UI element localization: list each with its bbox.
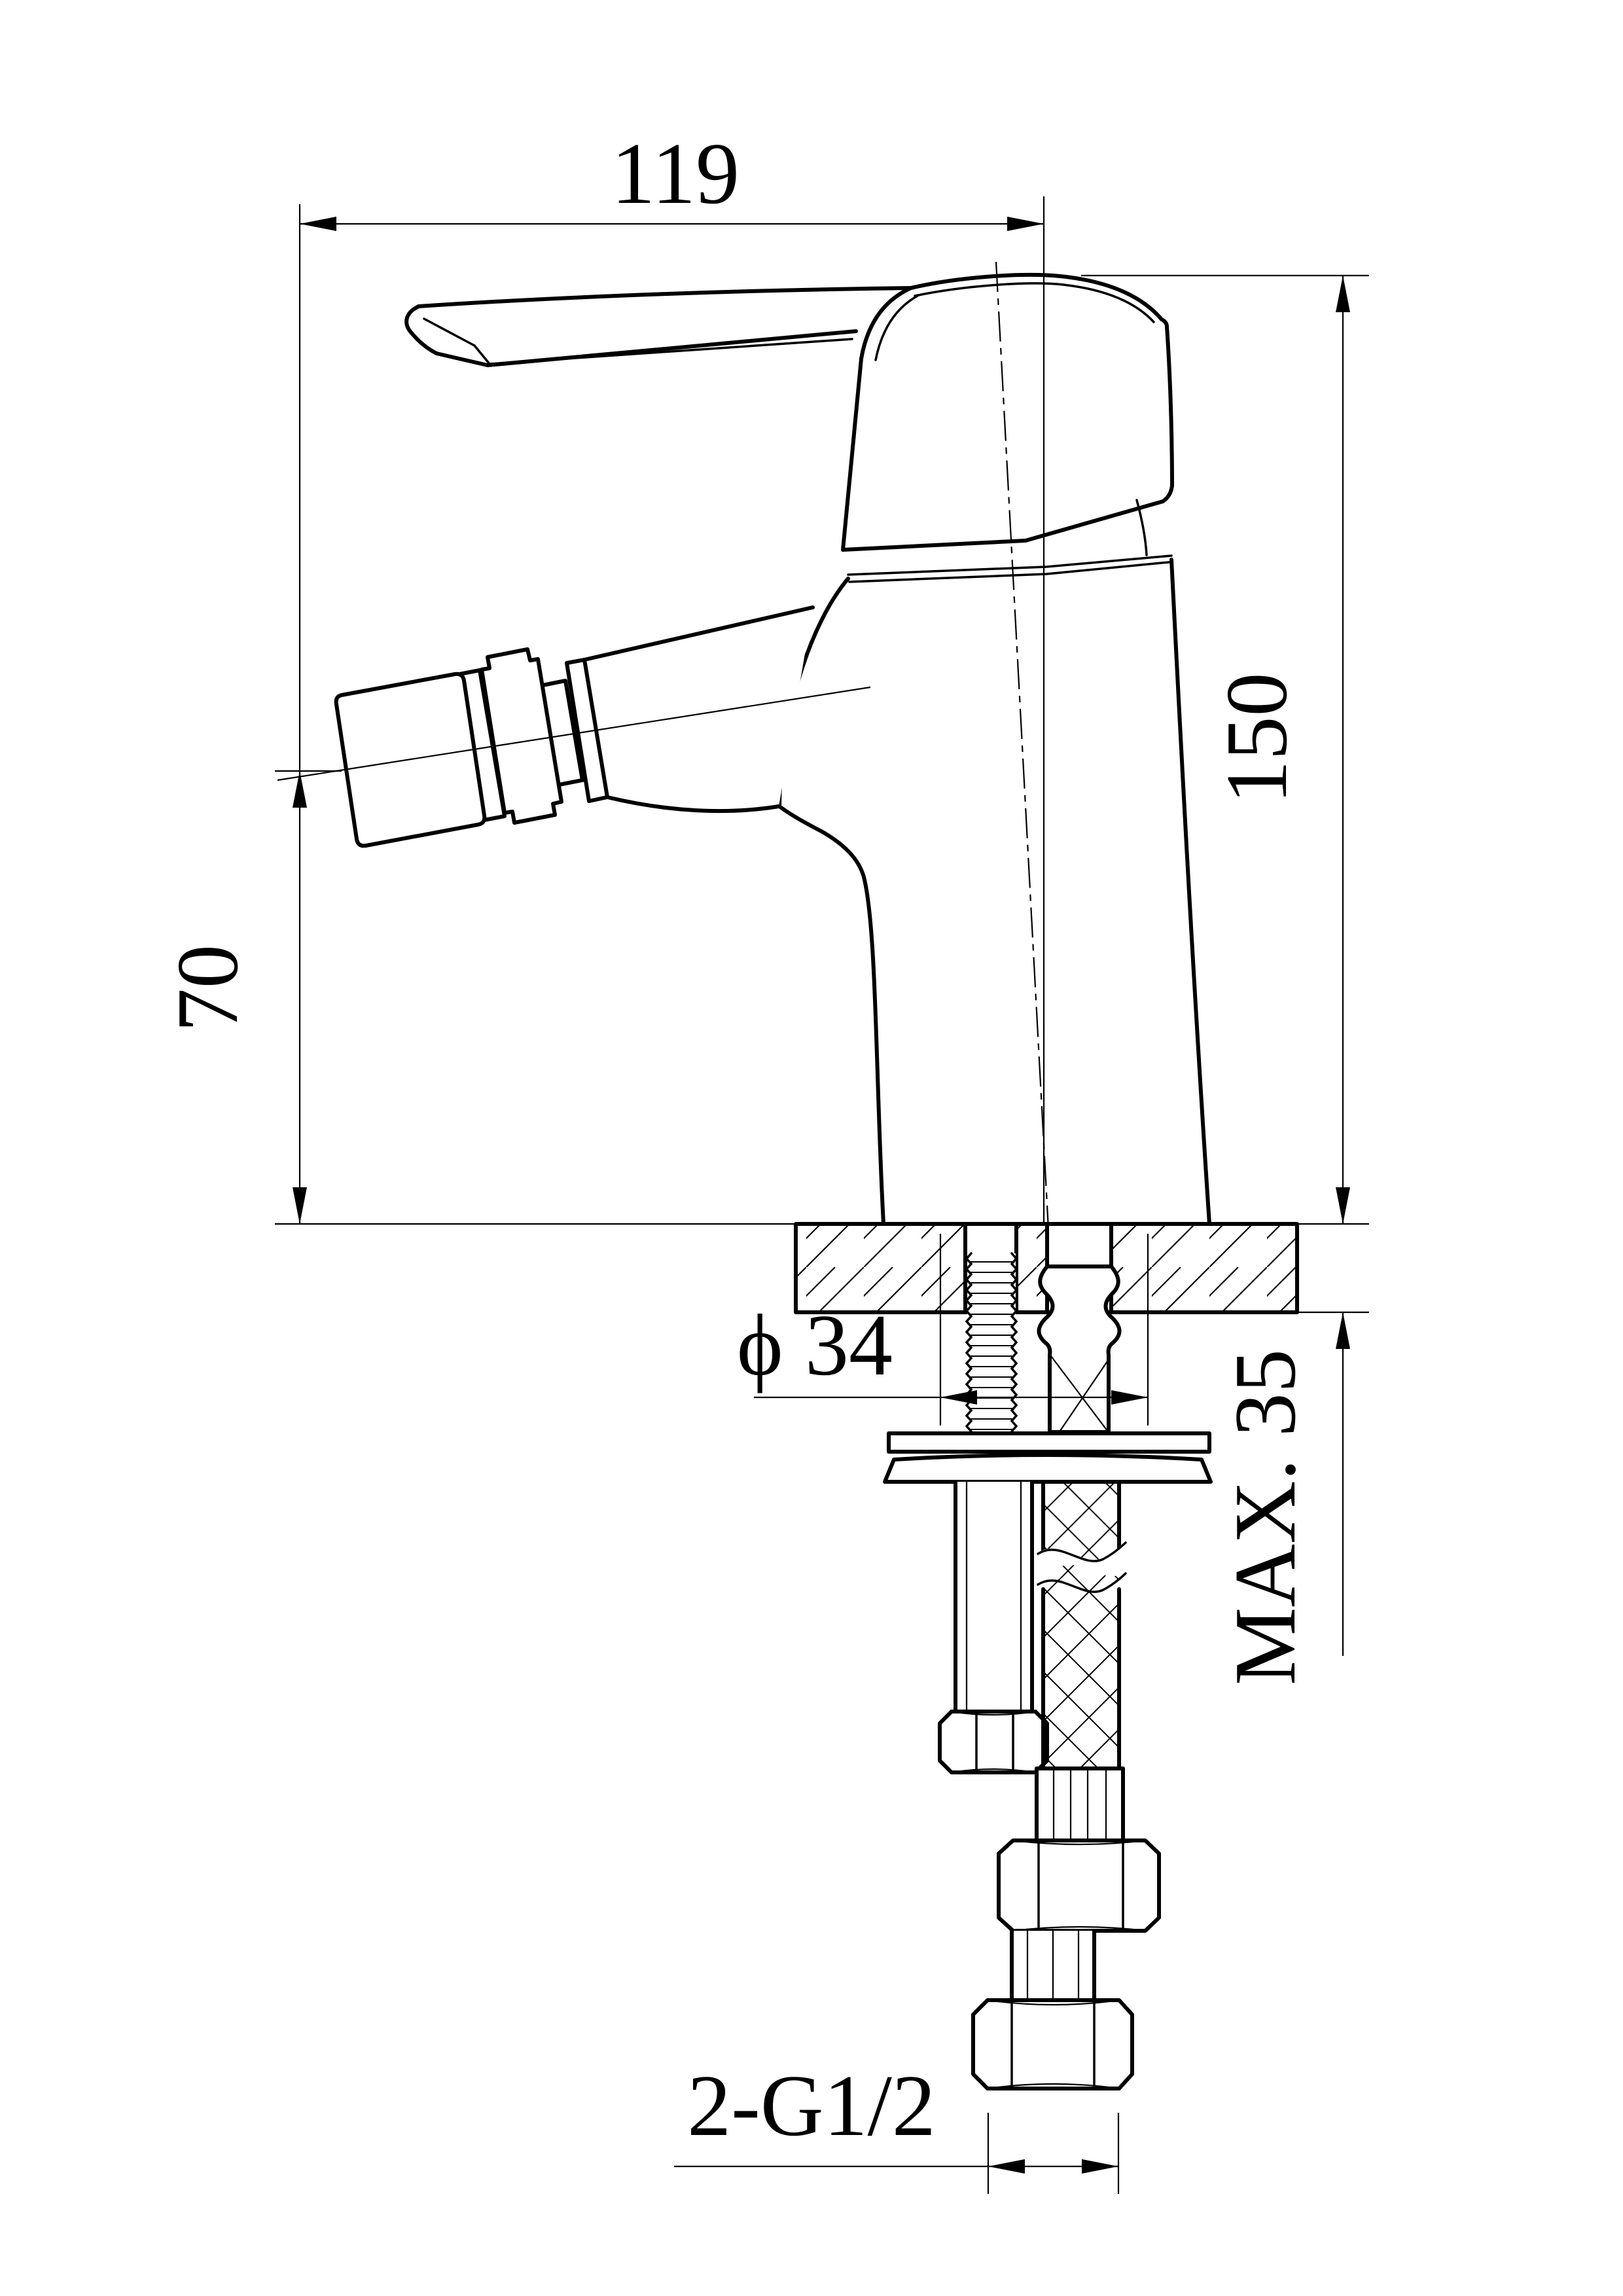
dim-label-width: 119 — [611, 125, 740, 222]
handle-dome — [843, 275, 1172, 550]
faucet-shank — [1039, 1266, 1120, 1432]
washer-stack — [885, 1433, 1211, 1482]
dim-label-max-thickness: MAX. 35 — [1217, 1349, 1313, 1685]
dome-washer — [885, 1455, 1211, 1482]
fixing-bolt — [940, 1482, 1047, 1772]
dimension-spout-height-70 — [159, 771, 796, 1224]
fixing-nut — [940, 1712, 1047, 1772]
faucet — [277, 262, 1209, 1229]
body-centerline — [996, 262, 1048, 1229]
hose-crimp-collar — [1037, 1768, 1123, 1840]
dimension-height-150 — [1081, 276, 1369, 1224]
dim-label-spout-height: 70 — [159, 944, 256, 1032]
spout-cone — [584, 607, 813, 806]
threaded-stud — [967, 1253, 1016, 1433]
dim-label-thread: 2-G1/2 — [687, 2057, 936, 2154]
faucet-lever — [406, 288, 911, 365]
hose-union-nut — [999, 1840, 1159, 1931]
faucet-body — [779, 500, 1209, 1224]
hose-end-nut — [973, 2000, 1132, 2089]
dimension-max-thickness-35 — [1217, 1312, 1369, 1685]
dimensions — [159, 125, 1369, 2194]
flat-washer — [889, 1433, 1209, 1452]
dim-label-hole-dia: ϕ 34 — [736, 1297, 893, 1393]
dim-label-height: 150 — [1208, 672, 1305, 804]
